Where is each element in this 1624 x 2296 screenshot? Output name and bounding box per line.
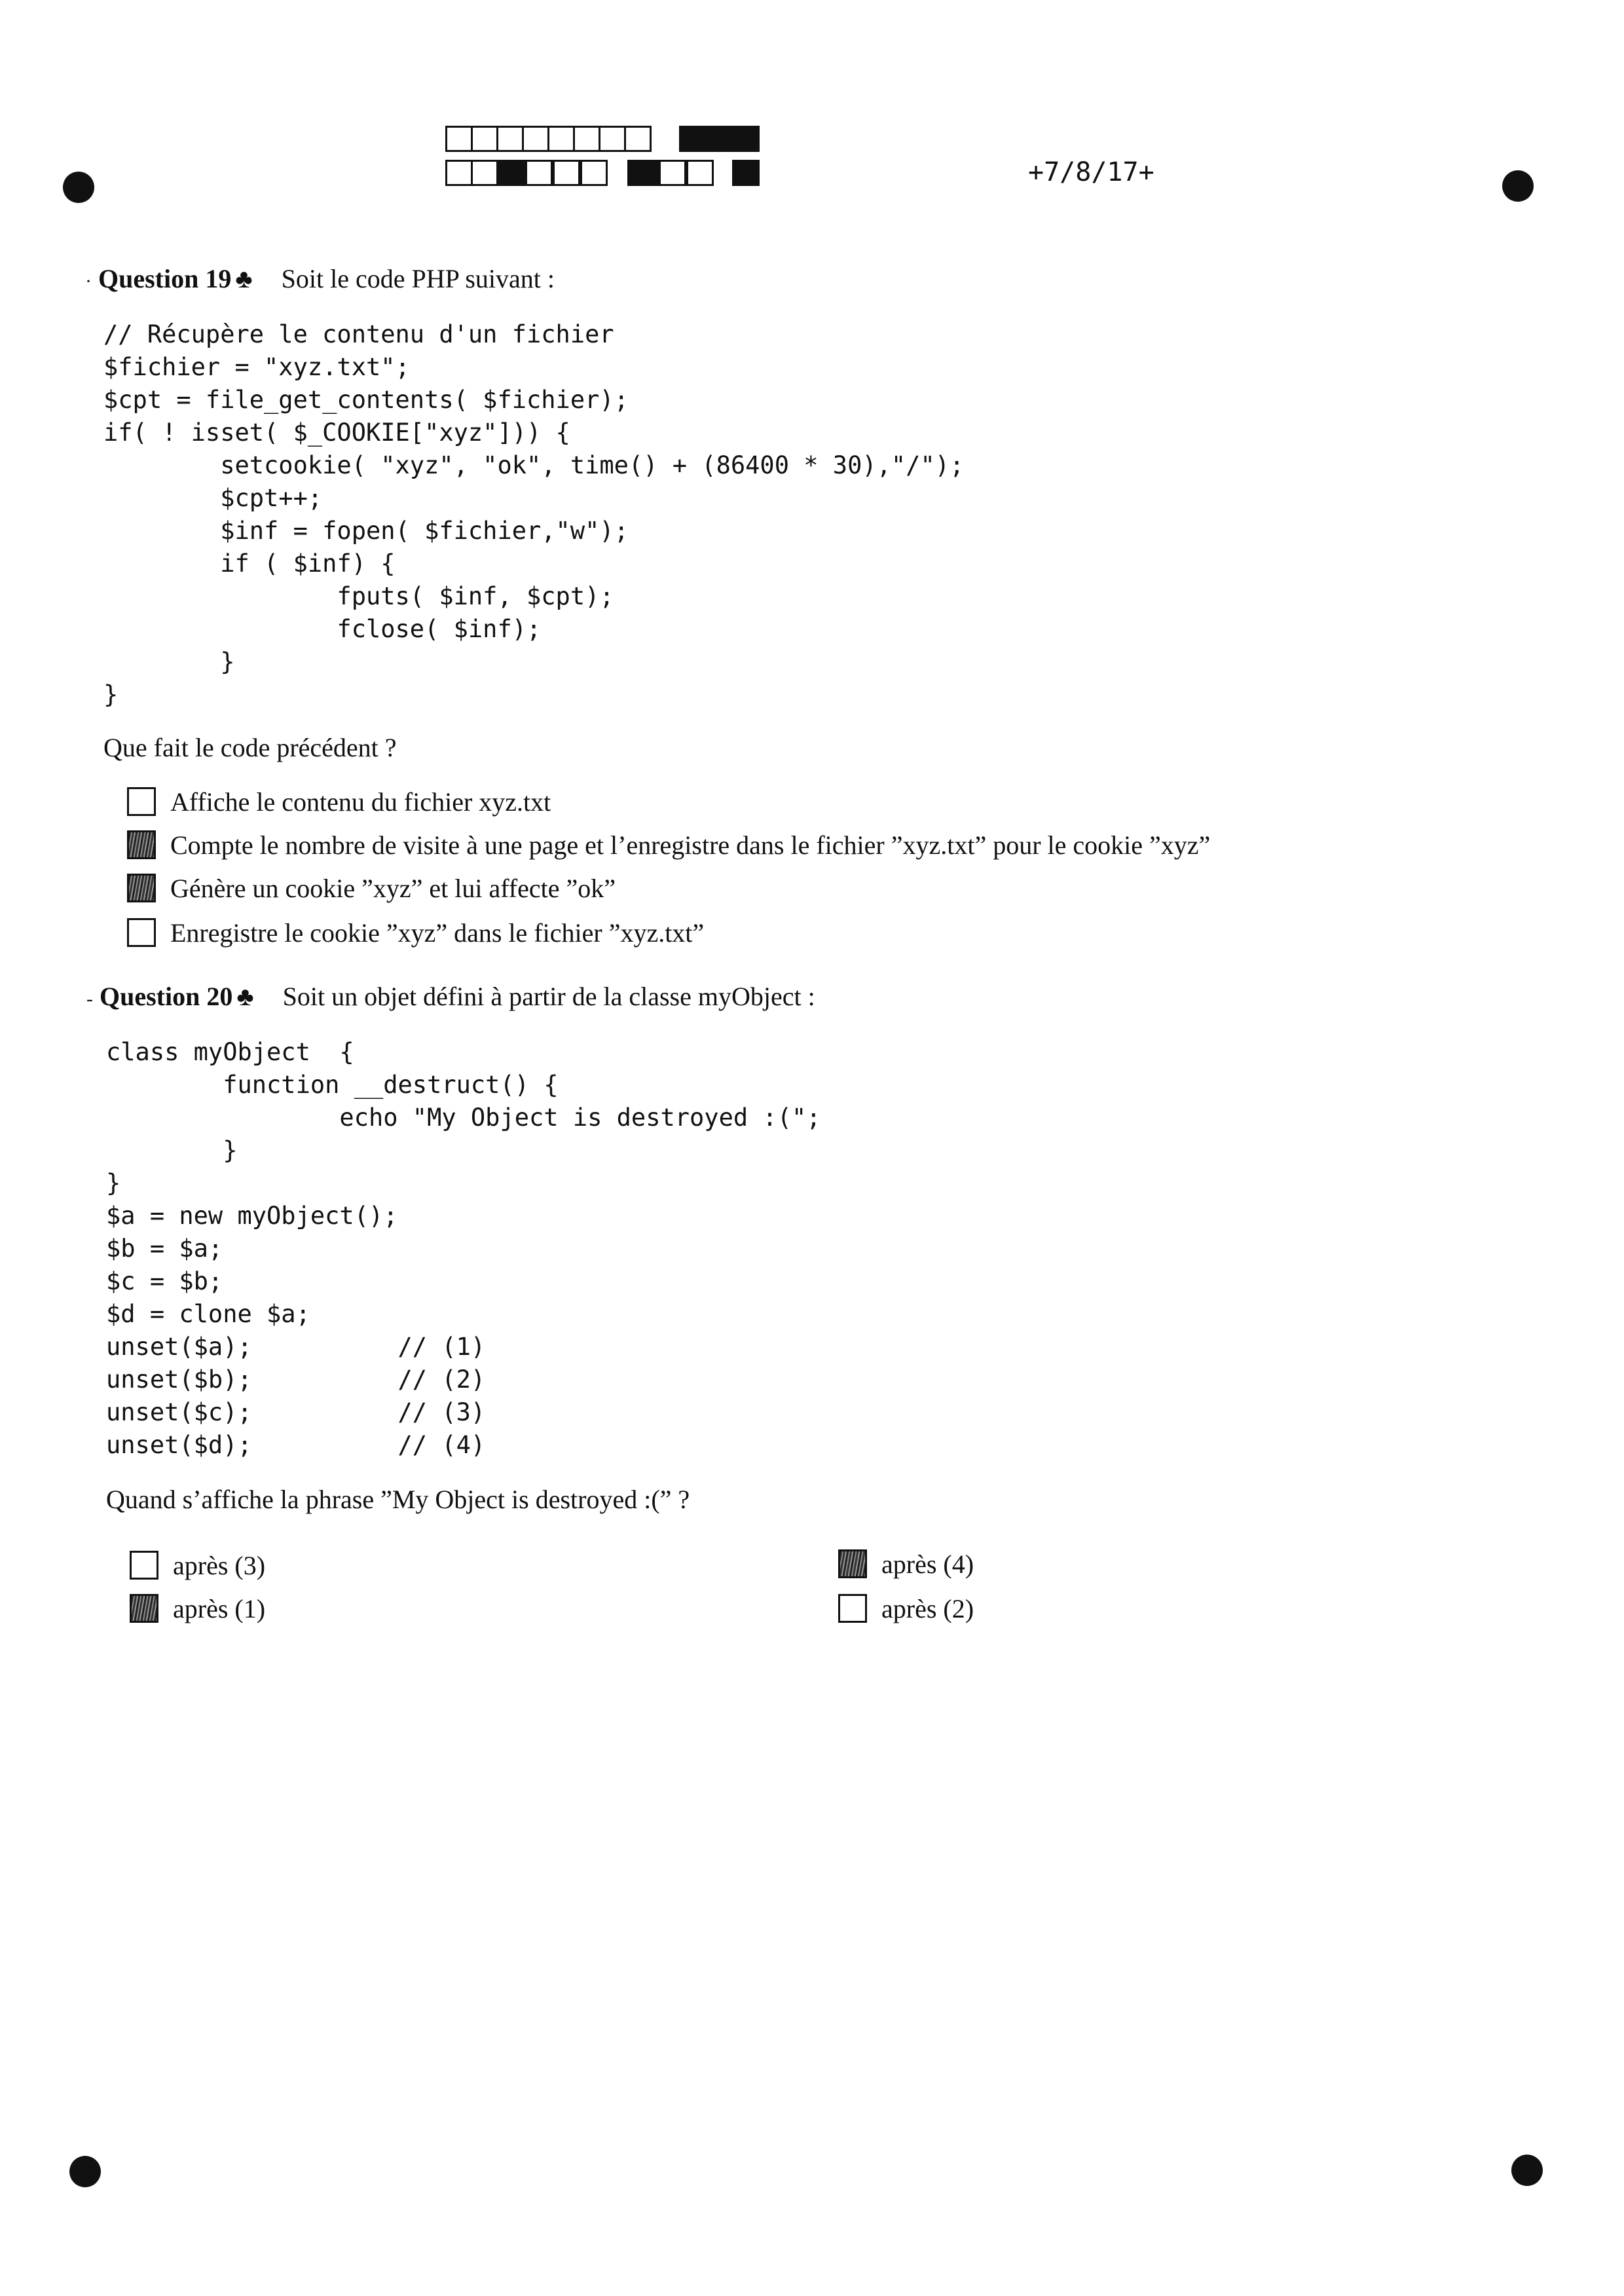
barcode-cell: [580, 160, 608, 186]
barcode-cell: [553, 160, 580, 186]
club-icon: ♣: [236, 982, 254, 1011]
barcode-cell: [525, 160, 553, 186]
barcode-cell: [624, 126, 652, 152]
answer-checkbox-checked[interactable]: [838, 1549, 867, 1578]
barcode-cell: [686, 160, 714, 186]
answer-option[interactable]: [130, 1548, 265, 1582]
answer-checkbox-checked[interactable]: [127, 830, 156, 859]
barcode-cell-filled: [679, 126, 760, 152]
answer-checkbox[interactable]: [838, 1594, 867, 1623]
barcode-cell: [471, 126, 498, 152]
barcode-cell: [547, 126, 575, 152]
answer-option[interactable]: [838, 1547, 974, 1581]
corner-mark-bottom-right: [1511, 2155, 1543, 2186]
page-id: +7/8/17+: [1028, 157, 1154, 187]
barcode-row-bottom: [445, 160, 760, 186]
answer-option[interactable]: [127, 785, 551, 819]
barcode-cell-filled: [627, 160, 659, 186]
barcode-cell: [599, 126, 626, 152]
barcode-cell: [573, 126, 600, 152]
answer-option[interactable]: [838, 1591, 974, 1625]
barcode-cell: [659, 160, 686, 186]
question-intro: Soit un objet défini à partir de la classe myObject :: [282, 982, 815, 1011]
barcode-cell: [522, 126, 549, 152]
answer-checkbox-checked[interactable]: [130, 1594, 158, 1623]
question-number: Question 20: [100, 982, 233, 1011]
question-19-header: [85, 263, 555, 294]
question-20-prompt: Quand s’affiche la phrase ”My Object is destroyed :(” ?: [106, 1485, 690, 1514]
barcode-row-top: [445, 126, 760, 152]
answer-label: après (4): [881, 1549, 974, 1579]
answer-label: après (3): [173, 1550, 266, 1580]
answer-option[interactable]: [127, 916, 704, 950]
corner-mark-bottom-left: [69, 2156, 101, 2187]
club-icon: ♣: [235, 264, 253, 293]
answer-label: Compte le nombre de visite à une page et l’enregistre dans le fichier ”xyz.txt” pour le cookie ”xyz”: [170, 830, 1211, 860]
barcode-cell-filled: [732, 160, 760, 186]
question-20-code: class myObject { function __destruct() { echo "My Object is destroyed :("; } } $a = new myObject(); $b = $a; $c = $b; $d = clone $a; unset($a); // (1) unset($b); // (2) unset($c); // (3) unset($d); // (4): [106, 1038, 821, 1459]
answer-label: après (1): [173, 1593, 266, 1623]
barcode-cell-filled: [498, 160, 525, 186]
answer-label: Enregistre le cookie ”xyz” dans le fichier ”xyz.txt”: [170, 917, 705, 948]
corner-mark-top-left: [63, 172, 94, 203]
answer-label: Affiche le contenu du fichier xyz.txt: [170, 787, 551, 817]
answer-option[interactable]: [127, 871, 616, 905]
answer-checkbox[interactable]: [127, 787, 156, 816]
barcode-cell: [471, 160, 498, 186]
question-20-header: [86, 981, 815, 1012]
barcode-cell: [445, 160, 473, 186]
corner-mark-top-right: [1502, 170, 1534, 202]
margin-tick: -: [86, 988, 93, 1010]
answer-option[interactable]: [127, 828, 1210, 862]
answer-label: après (2): [881, 1593, 974, 1623]
answer-checkbox-checked[interactable]: [127, 874, 156, 902]
barcode-cell: [445, 126, 473, 152]
question-19-prompt: Que fait le code précédent ?: [103, 733, 397, 762]
answer-label: Génère un cookie ”xyz” et lui affecte ”ok”: [170, 873, 616, 903]
question-number: Question 19: [98, 264, 232, 293]
answer-checkbox[interactable]: [127, 918, 156, 947]
barcode-cell: [496, 126, 524, 152]
page-code-barcode: [445, 126, 760, 189]
question-19-code: // Récupère le contenu d'un fichier $fichier = "xyz.txt"; $cpt = file_get_contents( $fichier); if( ! isset( $_COOKIE["xyz"])) { setcookie( "xyz", "ok", time() + (86400 * 30),"/"); $cpt++; $inf = fopen( $fichier,"w"); if ( $inf) { fputs( $inf, $cpt); fclose( $inf); } }: [103, 320, 965, 709]
margin-tick: ·: [85, 270, 92, 292]
question-intro: Soit le code PHP suivant :: [281, 264, 555, 293]
answer-option[interactable]: [130, 1591, 265, 1625]
answer-checkbox[interactable]: [130, 1551, 158, 1580]
